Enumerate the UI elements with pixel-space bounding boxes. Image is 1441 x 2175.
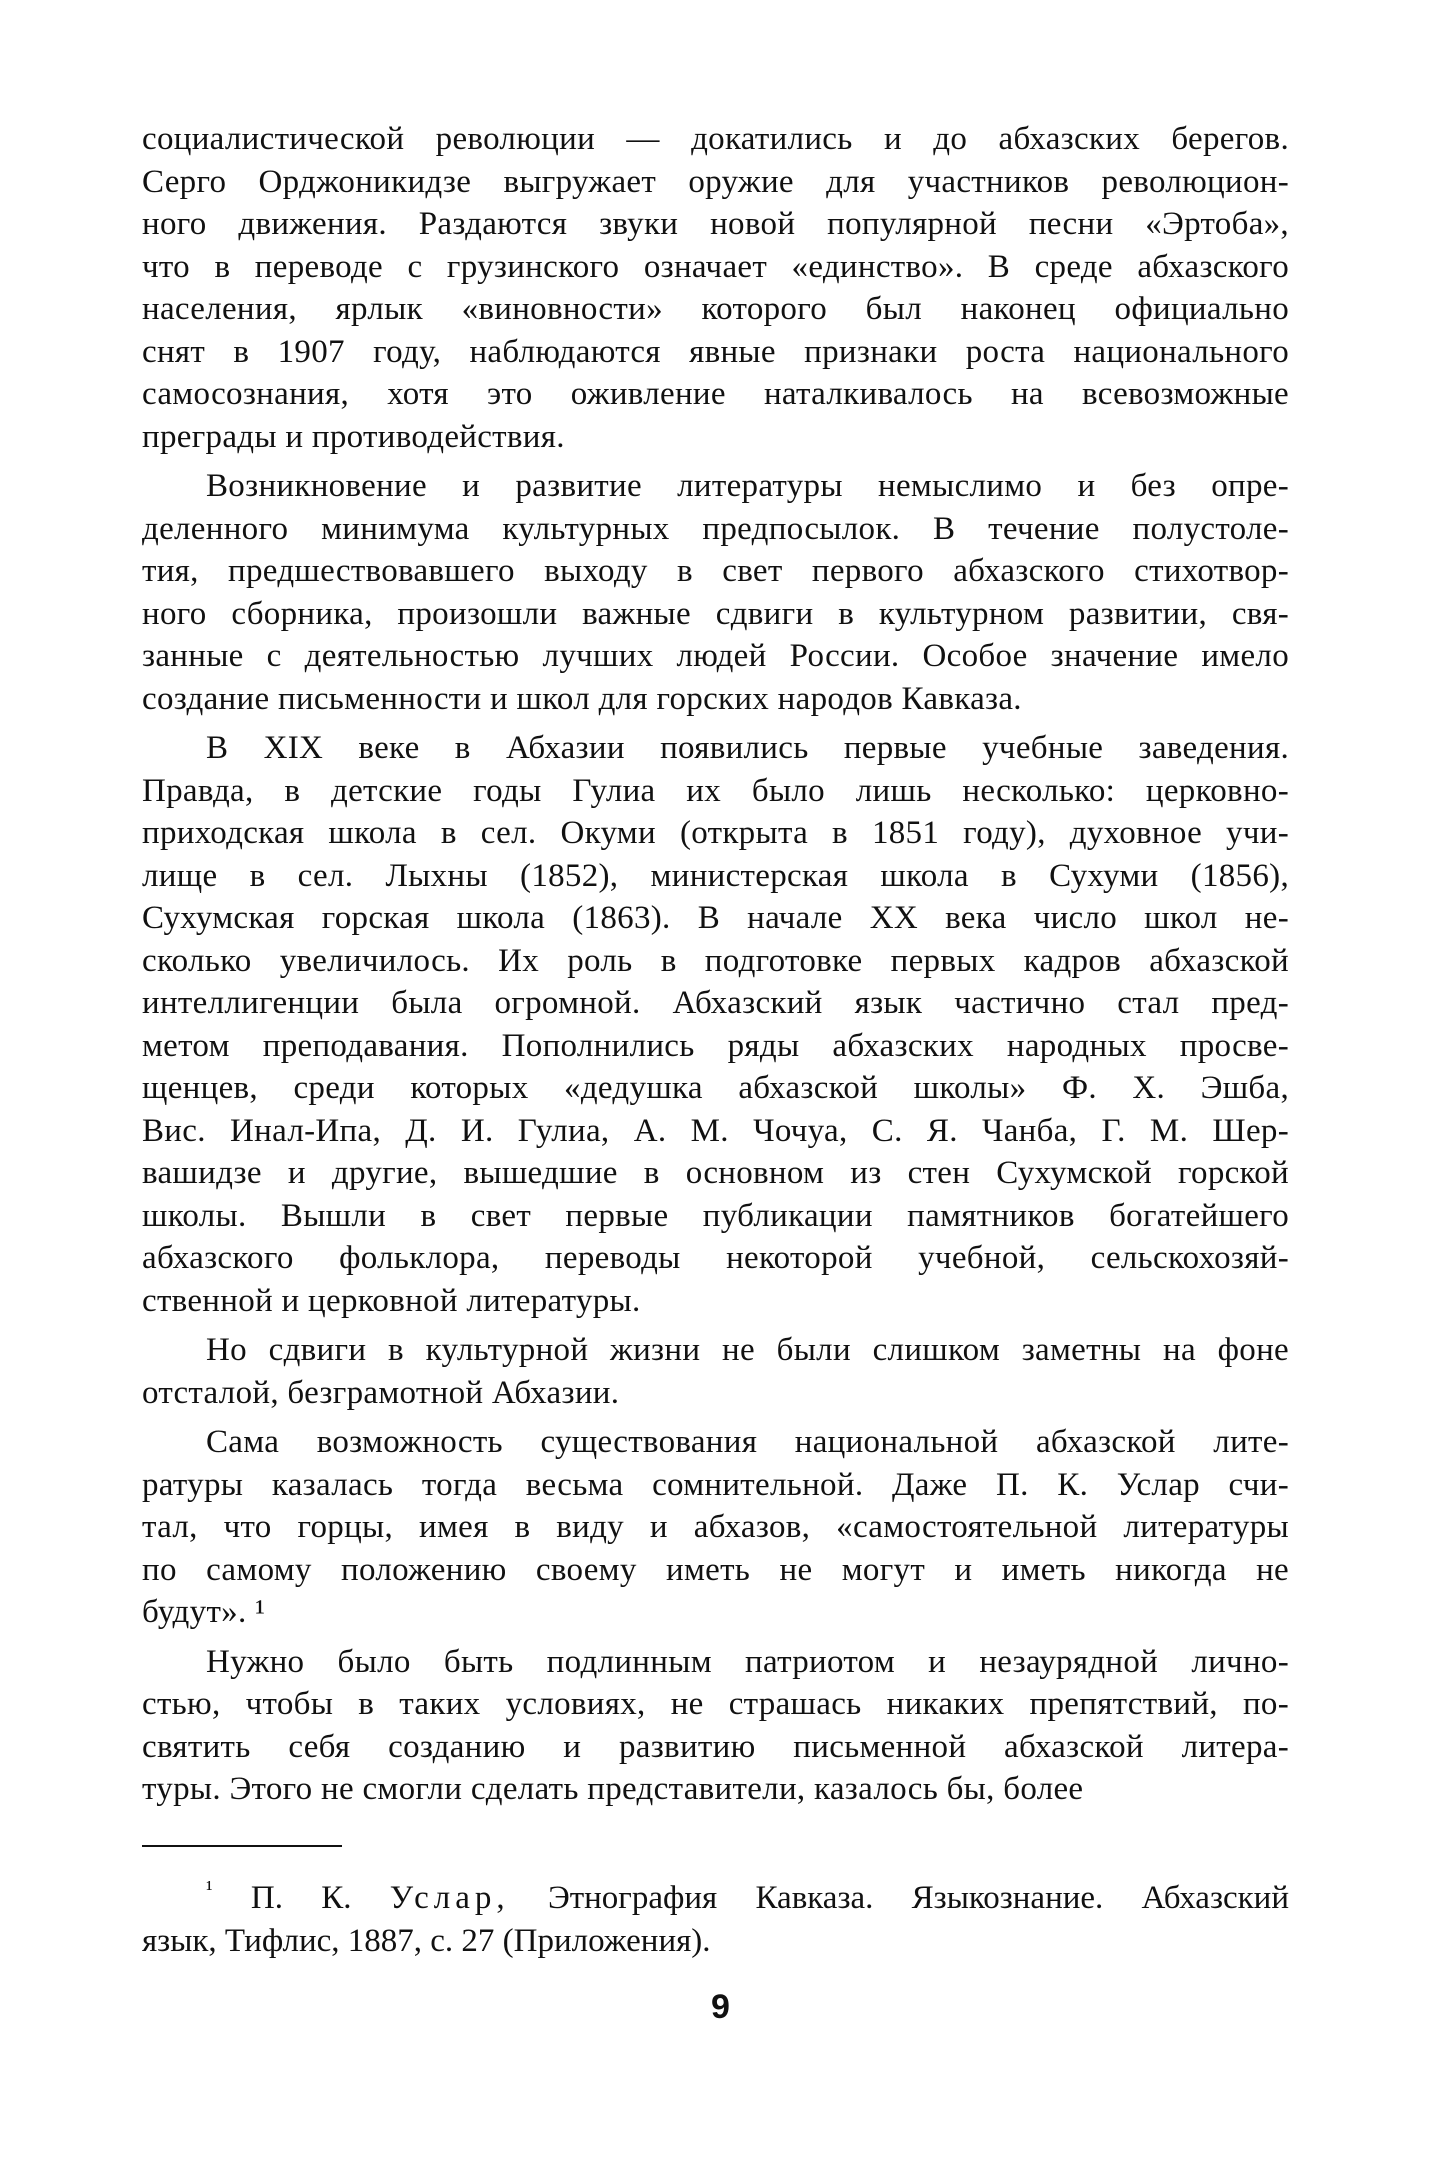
text-line: В XIX веке в Абхазии появились первые учебные заведения. [206, 730, 1289, 766]
text-line: приходская школа в сел. Окуми (открыта в 1851 году), духовное учи- [142, 815, 1289, 851]
text-line: по самому положению своему иметь не могут и иметь никогда не [142, 1551, 1289, 1588]
text-line: отсталой, безграмотной Абхазии. [142, 1374, 620, 1411]
paragraph [142, 1641, 1289, 1811]
footnote-author-initials: П. К. [250, 1879, 352, 1916]
text-line: святить себя созданию и развитию письменной абхазской литера- [142, 1728, 1289, 1765]
paragraph [142, 465, 1289, 720]
text-line: школы. Вышли в свет первые публикации памятников богатейшего [142, 1197, 1289, 1234]
text-line: занные с деятельностью лучших людей России. Особое значение имело [142, 638, 1289, 674]
text-line: тал, что горцы, имея в виду и абхазов, «самостоятельной литературы [142, 1509, 1289, 1545]
paragraph-gap [142, 458, 1289, 465]
paragraph-gap [142, 720, 1289, 727]
paragraph [142, 727, 1289, 1322]
text-line: ного движения. Раздаются звуки новой популярной песни «Эртоба», [142, 206, 1289, 242]
page-number: 9 [711, 1988, 730, 2026]
paragraph-gap [142, 1322, 1289, 1329]
text-line: самосознания, хотя это оживление наталкивалось на всевозможные [142, 376, 1289, 412]
text-line: ственной и церковной литературы. [142, 1282, 641, 1319]
paragraph [142, 1421, 1289, 1634]
text-line: населения, ярлык «виновности» которого был наконец официально [142, 291, 1289, 327]
text-line: туры. Этого не смогли сделать представители, казалось бы, более [142, 1771, 1084, 1807]
text-line: метом преподавания. Пополнились ряды абхазских народных просве- [142, 1027, 1289, 1064]
text-line: преграды и противодействия. [142, 418, 565, 455]
text-line: сколько увеличилось. Их роль в подготовке первых кадров абхазской [142, 942, 1289, 979]
footnote-title: Этнография Кавказа. Языкознание. Абхазский [547, 1879, 1289, 1916]
footnote [142, 1877, 1289, 1963]
text-line: ратуры казалась тогда весьма сомнительной. Даже П. К. Услар счи- [142, 1466, 1289, 1503]
text-line: лище в сел. Лыхны (1852), министерская школа в Сухуми (1856), [142, 857, 1289, 894]
footnote-mark: ¹ [206, 1875, 213, 1901]
paragraph [142, 1329, 1289, 1414]
text-line: Правда, в детские годы Гулиа их было лишь несколько: церковно- [142, 772, 1289, 809]
text-line: ного сборника, произошли важные сдвиги в культурном развитии, свя- [142, 595, 1289, 632]
paragraph-gap [142, 1414, 1289, 1421]
text-line: Но сдвиги в культурной жизни не были слишком заметны на фоне [206, 1332, 1289, 1368]
text-line: стью, чтобы в таких условиях, не страшась никаких препятствий, по- [142, 1686, 1289, 1722]
text-line: Сама возможность существования национальной абхазской лите- [206, 1424, 1289, 1460]
text-line: Серго Орджоникидзе выгружает оружие для участников революцион- [142, 163, 1289, 200]
text-line: тия, предшествовавшего выходу в свет первого абхазского стихотвор- [142, 553, 1289, 589]
text-line: Сухумская горская школа (1863). В начале XX века число школ не- [142, 900, 1289, 936]
text-line: создание письменности и школ для горских народов Кавказа. [142, 680, 1022, 717]
text-line: щенцев, среди которых «дедушка абхазской школы» Ф. Х. Эшба, [142, 1070, 1289, 1106]
text-line: Нужно было быть подлинным патриотом и незаурядной лично- [206, 1643, 1289, 1680]
text-line: снят в 1907 году, наблюдаются явные признаки роста национального [142, 333, 1289, 370]
text-line: интеллигенции была огромной. Абхазский язык частично стал пред- [142, 985, 1289, 1021]
body-text [142, 118, 1289, 1811]
text-line: вашидзе и другие, вышедшие в основном из стен Сухумской горской [142, 1155, 1289, 1191]
paragraph [142, 118, 1289, 458]
footnote-line [142, 1877, 1289, 1920]
paragraph-gap [142, 1634, 1289, 1641]
text-line: будут». ¹ [142, 1594, 266, 1630]
text-line: Возникновение и развитие литературы немыслимо и без опре- [206, 468, 1289, 504]
text-line: Вис. Инал-Ипа, Д. И. Гулиа, А. М. Чочуа, С. Я. Чанба, Г. М. Шер- [142, 1112, 1289, 1149]
text-line: деленного минимума культурных предпосылок. В течение полустоле- [142, 510, 1289, 547]
text-line: социалистической революции — докатились и до абхазских берегов. [142, 121, 1289, 157]
footnote-author-surname: Услар, [389, 1879, 510, 1916]
footnote-divider [142, 1845, 342, 1847]
text-line: что в переводе с грузинского означает «единство». В среде абхазского [142, 248, 1289, 285]
text-line: абхазского фольклора, переводы некоторой учебной, сельскохозяй- [142, 1240, 1289, 1276]
footnote-line: язык, Тифлис, 1887, с. 27 (Приложения). [142, 1922, 711, 1959]
